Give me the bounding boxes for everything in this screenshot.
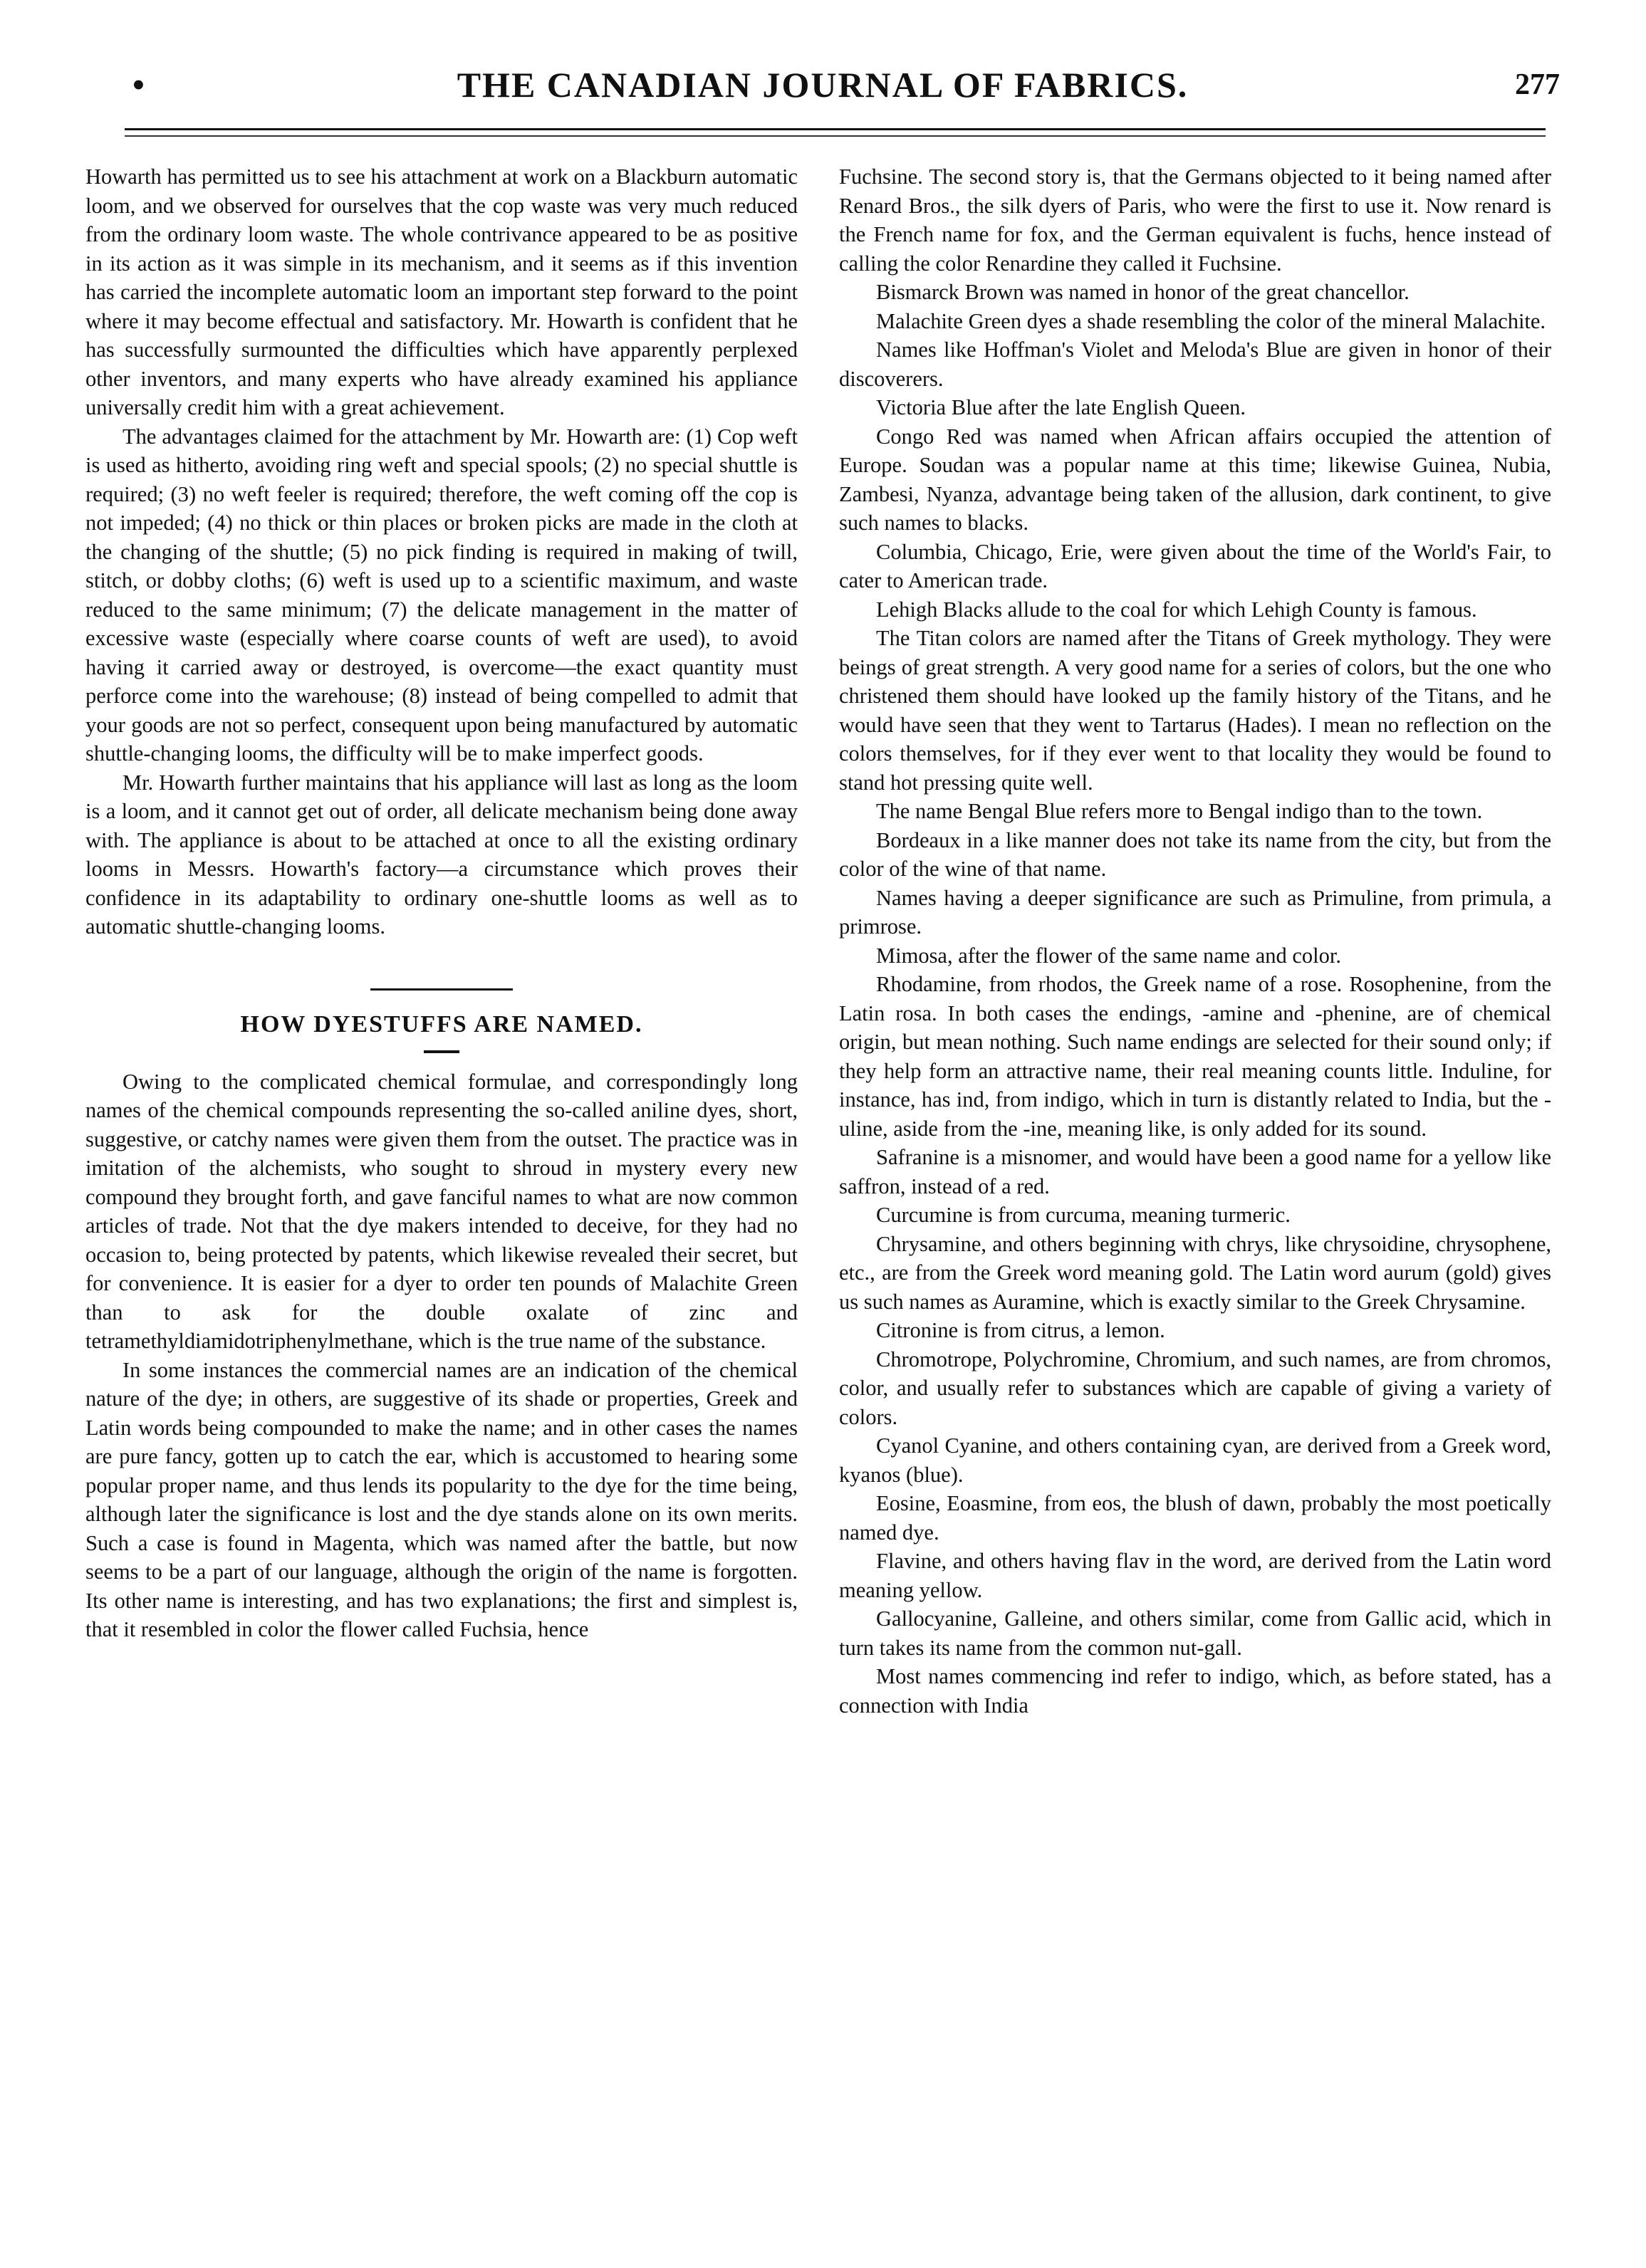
body-paragraph: Curcumine is from curcuma, meaning turmeric. <box>876 1203 1291 1227</box>
body-paragraph: Howarth has permitted us to see his attachment at work on a Blackburn automatic loom, and we observed for ourselves that the cop waste was very much reduced from the ordinary loom waste. The whole contrivance appeared to be as positive in its action as it was simple in its mechanism, and it seems as if this invention has carried the incomplete automatic loom an important step forward to the point where it may become effectual and satisfactory. Mr. Howarth is confident that he has successfully surmounted the difficulties which have apparently perplexed other inventors, and many experts who have already examined his appliance universally credit him with a great achievement. <box>85 164 798 419</box>
section-divider <box>370 988 513 991</box>
page-number: 277 <box>1515 68 1560 101</box>
body-paragraph: Rhodamine, from rhodos, the Greek name of a rose. Rosophenine, from the Latin rosa. In both cases the endings, -amine and -phenine, are of chemical origin, but mean nothing. Such name endings are selected for their sound only; if they help form an attractive name, their real meaning counts little. Induline, for instance, has ind, from indigo, which in turn is distantly related to India, but the -uline, aside from the -ine, meaning like, is only added for its sound. <box>839 972 1551 1141</box>
body-paragraph: Flavine, and others having flav in the word, are derived from the Latin word meaning yellow. <box>839 1549 1551 1602</box>
body-paragraph: Victoria Blue after the late English Queen. <box>876 395 1246 419</box>
body-paragraph: Safranine is a misnomer, and would have been a good name for a yellow like saffron, instead of a red. <box>839 1145 1551 1198</box>
left-column <box>85 162 798 1644</box>
body-paragraph: Names having a deeper significance are such as Primuline, from primula, a primrose. <box>839 885 1551 939</box>
body-paragraph: The Titan colors are named after the Titans of Greek mythology. They were beings of great strength. A very good name for a series of colors, but the one who christened them should have looked up the family history of the Titans, and he would have seen that they went to Tartarus (Hades). I mean no reflection on the colors themselves, for if they ever went to that locality they would be found to stand hot pressing quite well. <box>839 626 1551 795</box>
body-paragraph: Most names commencing ind refer to indigo, which, as before stated, has a connection with India <box>839 1664 1551 1718</box>
body-paragraph: Chromotrope, Polychromine, Chromium, and such names, are from chromos, color, and usually refer to substances which are capable of giving a variety of colors. <box>839 1347 1551 1429</box>
body-paragraph: Malachite Green dyes a shade resembling the color of the mineral Malachite. <box>876 308 1546 333</box>
body-paragraph: Names like Hoffman's Violet and Meloda's Blue are given in honor of their discoverers. <box>839 338 1551 391</box>
body-paragraph: Cyanol Cyanine, and others containing cyan, are derived from a Greek word, kyanos (blue). <box>839 1433 1551 1487</box>
body-paragraph: The name Bengal Blue refers more to Bengal indigo than to the town. <box>876 799 1483 823</box>
body-paragraph: Columbia, Chicago, Erie, were given about the time of the World's Fair, to cater to American trade. <box>839 539 1551 592</box>
body-paragraph: Mr. Howarth further maintains that his appliance will last as long as the loom is a loom, and it cannot get out of order, all delicate mechanism being done away with. The appliance is about to be attached at once to all the existing ordinary looms in Messrs. Howarth's factory—a circumstance which proves their confidence in its adaptability to ordinary one-shuttle looms as well as to automatic shuttle-changing looms. <box>85 770 798 939</box>
right-column <box>839 162 1551 1720</box>
page-header <box>64 57 1581 114</box>
body-paragraph: Owing to the complicated chemical formulae, and correspondingly long names of the chemical compounds representing the so-called aniline dyes, short, suggestive, or catchy names were given them from the outset. The practice was in imitation of the alchemists, who sought to shroud in mystery every new compound they brought forth, and gave fanciful names to what are now common articles of trade. Not that the dye makers intended to deceive, for they had no occasion to, being protected by patents, which likewise revealed their secret, but for convenience. It is easier for a dyer to order ten pounds of Malachite Green than to ask for the double oxalate of zinc and tetramethyldiamidotriphenylmethane, which is the true name of the substance. <box>85 1069 798 1353</box>
body-paragraph: Lehigh Blacks allude to the coal for which Lehigh County is famous. <box>876 597 1477 622</box>
header-rule-bottom <box>125 135 1546 137</box>
body-paragraph: Citronine is from citrus, a lemon. <box>876 1318 1165 1342</box>
body-paragraph: Gallocyanine, Galleine, and others similar, come from Gallic acid, which in turn takes its name from the common nut-gall. <box>839 1606 1551 1660</box>
header-rule-top <box>125 128 1546 130</box>
body-paragraph: Congo Red was named when African affairs occupied the attention of Europe. Soudan was a popular name at this time; likewise Guinea, Nubia, Zambesi, Nyanza, advantage being taken of the allusion, dark continent, to give such names to blacks. <box>839 424 1551 535</box>
body-paragraph: Fuchsine. The second story is, that the Germans objected to it being named after Renard Bros., the silk dyers of Paris, who were the first to use it. Now renard is the French name for fox, and the German equivalent is fuchs, hence instead of calling the color Renardine they called it Fuchsine. <box>839 164 1551 276</box>
body-paragraph: Mimosa, after the flower of the same name and color. <box>876 943 1341 968</box>
body-paragraph: Bismarck Brown was named in honor of the great chancellor. <box>876 280 1410 304</box>
body-paragraph: The advantages claimed for the attachment by Mr. Howarth are: (1) Cop weft is used as hitherto, avoiding ring weft and special spools; (2) no special shuttle is required; (3) no weft feeler is required; therefore, the weft coming off the cop is not impeded; (4) no thick or thin places or broken picks are made in the cloth at the changing of the shuttle; (5) no pick finding is required in making of twill, stitch, or dobby cloths; (6) weft is used up to a scientific maximum, and waste reduced to the same minimum; (7) the delicate management in the matter of excessive waste (especially where coarse counts of weft are used), to avoid having it carried away or destroyed, is overcome—the exact quantity must perforce come into the warehouse; (8) instead of being compelled to admit that your goods are not so perfect, consequent upon being manufactured by automatic shuttle-changing looms, the difficulty will be to make imperfect goods. <box>85 424 798 765</box>
body-paragraph: In some instances the commercial names are an indication of the chemical nature of the dye; in others, are suggestive of its shade or properties, Greek and Latin words being compounded to make the name; and in other cases the names are pure fancy, gotten up to catch the ear, which is accustomed to hearing some popular proper name, and thus lends its popularity to the dye for the time being, although later the significance is lost and the dye stands alone on its own merits. Such a case is found in Magenta, which was named after the battle, but now seems to be a part of our language, although the origin of the name is forgotten. Its other name is interesting, and has two explanations; the first and simplest is, that it resembled in color the flower called Fuchsia, hence <box>85 1357 798 1641</box>
journal-title: THE CANADIAN JOURNAL OF FABRICS. <box>457 65 1189 105</box>
heading-underline <box>424 1050 459 1053</box>
section-heading: HOW DYESTUFFS ARE NAMED. <box>240 1010 643 1038</box>
body-paragraph: Bordeaux in a like manner does not take its name from the city, but from the color of the wine of that name. <box>839 827 1551 881</box>
body-paragraph: Chrysamine, and others beginning with chrys, like chrysoidine, chrysophene, etc., are from the Greek word meaning gold. The Latin word aurum (gold) gives us such names as Auramine, which is exactly similar to the Greek Chrysamine. <box>839 1231 1551 1314</box>
header-bullet: • <box>132 63 145 106</box>
body-paragraph: Eosine, Eoasmine, from eos, the blush of dawn, probably the most poetically named dye. <box>839 1491 1551 1545</box>
